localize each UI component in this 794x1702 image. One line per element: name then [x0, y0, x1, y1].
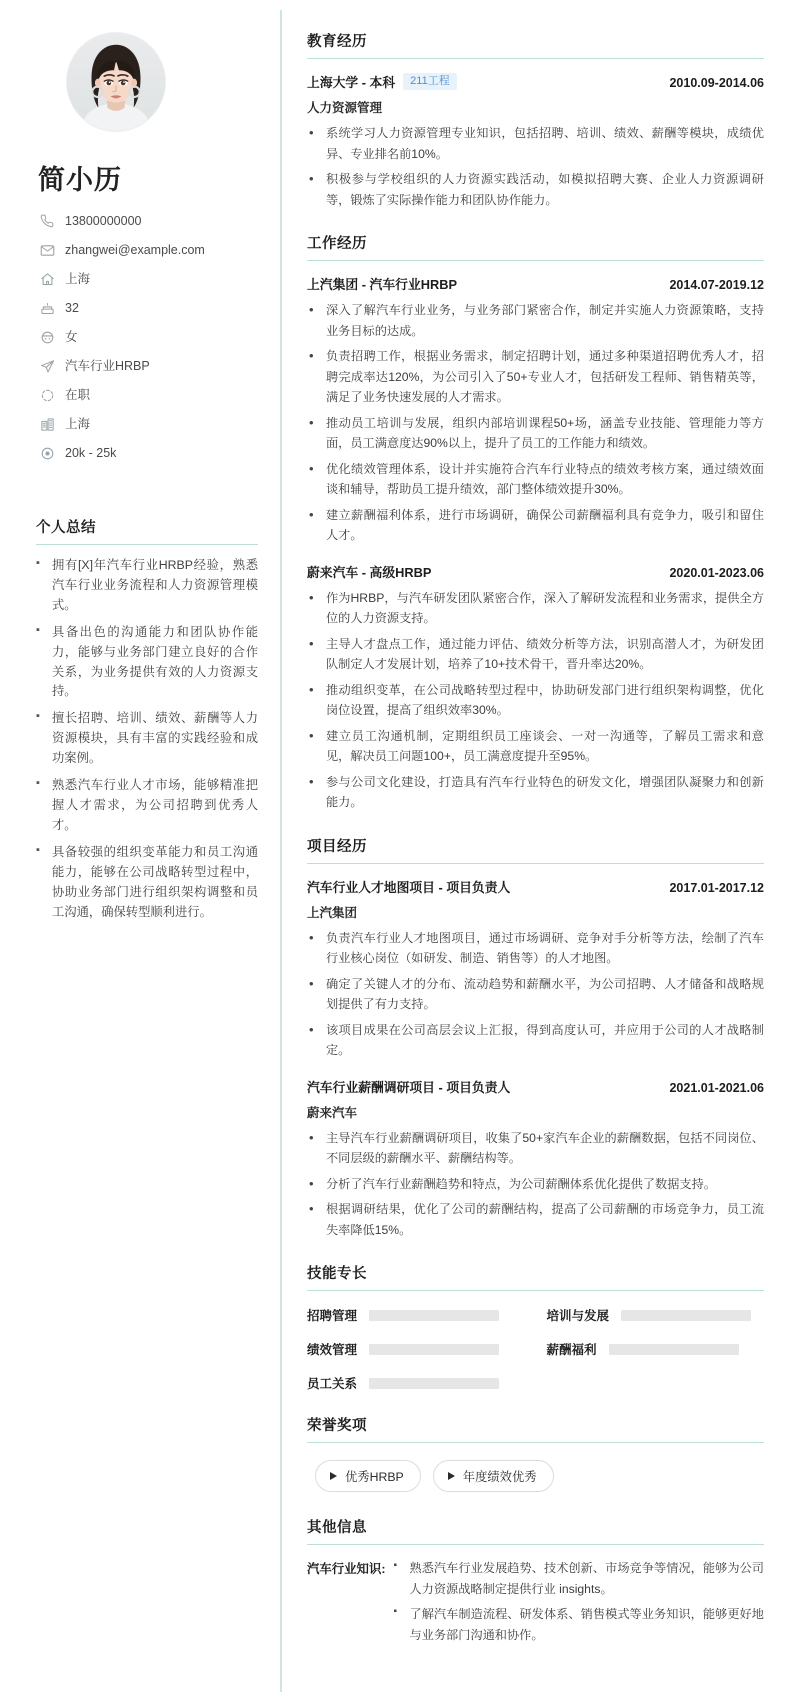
- project-date: 2017.01-2017.12: [669, 880, 764, 895]
- project-bullets: [307, 928, 764, 1061]
- skill-row: [307, 1340, 525, 1358]
- main-content: [282, 0, 794, 1702]
- contact-position: [38, 358, 258, 374]
- list-item: • 参与公司文化建设，打造具有汽车行业特色的研发文化，增强团队凝聚力和创新能力。: [307, 772, 764, 813]
- project-name-role: 汽车行业薪酬调研项目 - 项目负责人: [307, 1079, 511, 1095]
- project-entry: [307, 877, 764, 1061]
- contact-phone: [38, 213, 258, 229]
- work-bullets: [307, 300, 764, 546]
- awards-section: [307, 1414, 764, 1494]
- skill-label: 员工关系: [307, 1377, 358, 1391]
- other-list: [385, 1558, 764, 1650]
- project-company: 蔚来汽车: [307, 1105, 358, 1120]
- contact-email-value: zhangwei@example.com: [65, 242, 205, 257]
- work-date: 2020.01-2023.06: [669, 565, 764, 580]
- list-item: • 建立薪酬福利体系，进行市场调研，确保公司薪酬福利具有竞争力，吸引和留住人才。: [307, 505, 764, 546]
- education-school-row: [307, 72, 457, 91]
- skills-grid: [307, 1304, 764, 1392]
- sidebar: [0, 0, 282, 1702]
- contact-position-value: 汽车行业HRBP: [65, 358, 150, 373]
- list-item: • 负责招聘工作，根据业务需求，制定招聘计划，通过多种渠道招聘优秀人才，招聘完成率达120%，为公司引入了50+专业人才，包括研发工程师、销售精英等，满足了业务快速发展的人才需求。: [307, 346, 764, 408]
- project-date: 2021.01-2021.06: [669, 1080, 764, 1095]
- list-item: • 主导汽车行业薪酬调研项目，收集了50+家汽车企业的薪酬数据，包括不同岗位、不同层级的薪酬水平、薪酬结构等。: [307, 1128, 764, 1169]
- education-date: 2010.09-2014.06: [669, 76, 764, 90]
- email-icon: [38, 242, 56, 258]
- project-entry-head: [307, 1077, 764, 1096]
- award-chip[interactable]: [315, 1460, 421, 1492]
- contact-hometown-value: 上海: [65, 271, 91, 286]
- cake-icon: [38, 300, 56, 316]
- list-item: ▪ 拥有[X]年汽车行业HRBP经验，熟悉汽车行业业务流程和人力资源管理模式。: [36, 556, 258, 616]
- skill-label: 薪酬福利: [546, 1343, 597, 1357]
- page-title: 简小历: [38, 165, 122, 195]
- list-item: • 深入了解汽车行业业务，与业务部门紧密合作，制定并实施人力资源策略，支持业务目标的达成。: [307, 300, 764, 341]
- work-entry-head: [307, 274, 764, 293]
- contact-age-value: 32: [65, 300, 79, 315]
- list-item: • 优化绩效管理体系，设计并实施符合汽车行业特点的绩效考核方案，通过绩效面谈和辅导，帮助员工提升绩效，部门整体绩效提升30%。: [307, 459, 764, 500]
- list-item: • 负责汽车行业人才地图项目，通过市场调研、竞争对手分析等方法，绘制了汽车行业核心岗位（如研发、制造、销售等）的人才地图。: [307, 928, 764, 969]
- skills-title: 技能专长: [307, 1262, 764, 1291]
- work-company-role: 上汽集团 - 汽车行业HRBP: [307, 277, 458, 292]
- list-item: ▪ 具备出色的沟通能力和团队协作能力，能够与业务部门建立良好的合作关系，为业务提供有效的人力资源支持。: [36, 623, 258, 703]
- salary-icon: [38, 445, 56, 461]
- summary-section: [36, 516, 258, 922]
- other-row: [307, 1558, 764, 1650]
- projects-title: 项目经历: [307, 835, 764, 864]
- work-entry-head: [307, 562, 764, 581]
- work-section: [307, 232, 764, 813]
- list-item: • 推动组织变革，在公司战略转型过程中，协助研发部门进行组织架构调整，优化岗位设置，提高了组织效率30%。: [307, 680, 764, 721]
- work-company-role: 蔚来汽车 - 高级HRBP: [307, 564, 432, 580]
- awards-title: 荣誉奖项: [307, 1414, 764, 1443]
- skill-progress-track: [369, 1378, 499, 1389]
- list-item: ▪ 具备较强的组织变革能力和员工沟通能力，能够在公司战略转型过程中，协助业务部门进行组织架构调整和员工沟通，确保转型顺利进行。: [36, 843, 258, 923]
- contact-salary-value: 20k - 25k: [65, 445, 117, 460]
- award-label: 年度绩效优秀: [462, 1470, 537, 1484]
- project-entry: [307, 1077, 764, 1241]
- skill-progress-track: [621, 1310, 751, 1321]
- education-entry: [307, 72, 764, 210]
- contact-company-location-value: 上海: [65, 416, 91, 431]
- education-entry-head: [307, 72, 764, 91]
- contact-status: [38, 387, 258, 403]
- skill-progress-track: [609, 1344, 739, 1355]
- skill-progress-track: [369, 1310, 499, 1321]
- summary-title: 个人总结: [36, 516, 258, 545]
- award-label: 优秀HRBP: [345, 1470, 404, 1484]
- contact-age: [38, 300, 258, 316]
- skill-row: [547, 1340, 765, 1358]
- list-item: • 分析了汽车行业薪酬趋势和特点，为公司薪酬体系优化提供了数据支持。: [307, 1174, 764, 1195]
- education-major: 人力资源管理: [307, 101, 383, 115]
- skill-row: [307, 1306, 525, 1324]
- contact-company-location: [38, 416, 258, 432]
- skill-label: 培训与发展: [546, 1309, 610, 1323]
- summary-list: [36, 556, 258, 922]
- skill-row: [547, 1306, 765, 1324]
- list-item: • 主导人才盘点工作，通过能力评估、绩效分析等方法，识别高潜人才，为研发团队制定人才发展计划，培养了10+技术骨干，晋升率达20%。: [307, 634, 764, 675]
- play-triangle-icon: [448, 1472, 455, 1480]
- contact-salary: [38, 445, 258, 461]
- other-section: [307, 1516, 764, 1650]
- avatar: [66, 32, 166, 132]
- skill-label: 绩效管理: [307, 1343, 358, 1357]
- work-title: 工作经历: [307, 232, 764, 261]
- project-entry-head: [307, 877, 764, 896]
- skills-section: [307, 1262, 764, 1392]
- list-item: • 作为HRBP，与汽车研发团队紧密合作，深入了解研发流程和业务需求，提供全方位的人力资源支持。: [307, 588, 764, 629]
- company-icon: [38, 416, 56, 432]
- skill-progress-track: [369, 1344, 499, 1355]
- status-icon: [38, 387, 56, 403]
- contact-hometown: [38, 271, 258, 287]
- contact-status-value: 在职: [65, 387, 91, 402]
- contact-gender-value: 女: [65, 329, 78, 344]
- contact-email: [38, 242, 258, 258]
- other-title: 其他信息: [307, 1516, 764, 1545]
- skill-label: 招聘管理: [307, 1309, 358, 1323]
- work-date: 2014.07-2019.12: [669, 278, 764, 292]
- contact-list: [38, 213, 258, 461]
- list-item: ▪ 擅长招聘、培训、绩效、薪酬等人力资源模块，具有丰富的实践经验和成功案例。: [36, 709, 258, 769]
- other-label: 汽车行业知识:: [307, 1562, 386, 1576]
- list-item: • 积极参与学校组织的人力资源实践活动，如模拟招聘大赛、企业人力资源调研等，锻炼了实际操作能力和团队协作能力。: [307, 169, 764, 210]
- list-item: • 根据调研结果，优化了公司的薪酬结构，提高了公司薪酬的市场竞争力，员工流失率降低15%。: [307, 1199, 764, 1240]
- list-item: • 推动员工培训与发展，组织内部培训课程50+场，涵盖专业技能、管理能力等方面，员工满意度达90%以上，提升了员工的工作能力和绩效。: [307, 413, 764, 454]
- project-company: 上汽集团: [307, 905, 358, 920]
- work-entry: [307, 562, 764, 813]
- list-item: • 建立员工沟通机制，定期组织员工座谈会、一对一沟通等，了解员工需求和意见，解决员工问题100+，员工满意度提升至95%。: [307, 726, 764, 767]
- list-item: ▪ 熟悉汽车行业发展趋势、技术创新、市场竞争等情况，能够为公司人力资源战略制定提供行业 insights。: [391, 1558, 764, 1599]
- awards-list: [307, 1456, 764, 1494]
- phone-icon: [38, 213, 56, 229]
- education-section: [307, 30, 764, 210]
- work-bullets: [307, 588, 764, 813]
- play-triangle-icon: [330, 1472, 337, 1480]
- project-bullets: [307, 1128, 764, 1241]
- home-icon: [38, 271, 56, 287]
- position-icon: [38, 358, 56, 374]
- list-item: ▪ 了解汽车制造流程、研发体系、销售模式等业务知识，能够更好地与业务部门沟通和协作。: [391, 1604, 764, 1645]
- list-item: • 系统学习人力资源管理专业知识，包括招聘、培训、绩效、薪酬等模块，成绩优异、专业排名前10%。: [307, 123, 764, 164]
- education-school: 上海大学 - 本科: [307, 75, 396, 90]
- contact-gender: [38, 329, 258, 345]
- list-item: • 该项目成果在公司高层会议上汇报，得到高度认可，并应用于公司的人才战略制定。: [307, 1020, 764, 1061]
- gender-icon: [38, 329, 56, 345]
- status-badge: 211工程: [403, 73, 457, 91]
- work-entry: [307, 274, 764, 546]
- project-name-role: 汽车行业人才地图项目 - 项目负责人: [307, 879, 511, 895]
- list-item: ▪ 熟悉汽车行业人才市场，能够精准把握人才需求，为公司招聘到优秀人才。: [36, 776, 258, 836]
- list-item: • 确定了关键人才的分布、流动趋势和薪酬水平，为公司招聘、人才储备和战略规划提供了有力支持。: [307, 974, 764, 1015]
- skill-row: [307, 1374, 525, 1392]
- award-chip[interactable]: [433, 1460, 554, 1492]
- education-bullets: [307, 123, 764, 210]
- projects-section: [307, 835, 764, 1241]
- contact-phone-value: 13800000000: [65, 213, 142, 228]
- education-title: 教育经历: [307, 30, 764, 59]
